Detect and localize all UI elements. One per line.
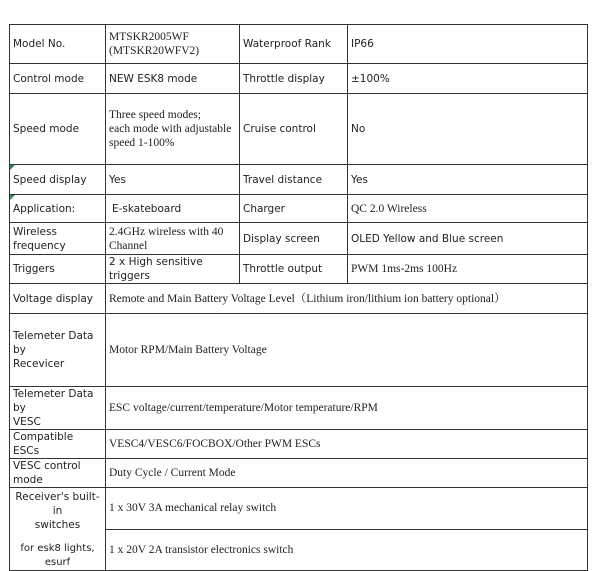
value-wireless-line1: 2.4GHz wireless with 40: [109, 225, 224, 238]
label-switches-line2: switches: [34, 519, 81, 531]
row-wireless: [10, 223, 588, 255]
row-voltage: [10, 284, 588, 314]
label-speed-mode: Speed mode: [10, 94, 106, 165]
value-speed-mode-line2: each mode with adjustable: [109, 123, 232, 135]
label-control: Control mode: [10, 64, 106, 94]
row-model: [10, 25, 588, 64]
value-triggers: 2 x High sensitive triggers: [106, 255, 240, 284]
label-application: Application:: [10, 195, 106, 223]
row-speed-mode: [10, 94, 588, 165]
label-telemeter-receiver: [10, 314, 106, 387]
row-telemeter-vesc: [10, 387, 588, 430]
row-control: [10, 64, 588, 94]
value-speed-display: Yes: [106, 165, 240, 195]
value-display-screen: OLED Yellow and Blue screen: [348, 223, 588, 255]
label-model: Model No.: [10, 25, 106, 64]
label-waterproof: Waterproof Rank: [240, 25, 348, 64]
value-wireless-line2: Channel: [109, 239, 148, 252]
value-wireless: [106, 223, 240, 255]
label-display-screen: Display screen: [240, 223, 348, 255]
label-wireless: Wireless frequency: [10, 223, 106, 255]
value-vesc-control: Duty Cycle / Current Mode: [106, 459, 588, 488]
label-cruise: Cruise control: [240, 94, 348, 165]
value-application: E-skateboard: [106, 195, 240, 223]
value-control: NEW ESK8 mode: [106, 64, 240, 94]
value-speed-mode-line3: speed 1-100%: [109, 137, 175, 149]
value-speed-mode-line1: Three speed modes;: [109, 109, 201, 121]
row-triggers: [10, 255, 588, 284]
label-throttle-output: Throttle output: [240, 255, 348, 284]
value-model: [106, 25, 240, 64]
label-telemeter-receiver-line1: Telemeter Data by: [13, 330, 94, 356]
label-telemeter-vesc: [10, 387, 106, 430]
label-speed-display: Speed display: [10, 165, 106, 195]
value-travel-distance: Yes: [348, 165, 588, 195]
label-compatible: Compatible ESCs: [10, 430, 106, 459]
value-compatible: VESC4/VESC6/FOCBOX/Other PWM ESCs: [106, 430, 588, 459]
value-speed-mode: [106, 94, 240, 165]
label-switches-line3: for esk8 lights, esurf: [20, 543, 95, 568]
label-switches-line1: Receiver's built-in: [15, 491, 100, 517]
row-telemeter-receiver: [10, 314, 588, 387]
label-throttle-display: Throttle display: [240, 64, 348, 94]
value-model-line1: MTSKR2005WF: [109, 31, 189, 43]
value-throttle-display: ±100%: [348, 64, 588, 94]
label-voltage: Voltage display: [10, 284, 106, 314]
row-switch-1: [10, 488, 588, 530]
value-throttle-output: PWM 1ms-2ms 100Hz: [348, 255, 588, 284]
label-charger: Charger: [240, 195, 348, 223]
row-application: [10, 195, 588, 223]
value-waterproof: IP66: [348, 25, 588, 64]
label-travel-distance: Travel distance: [240, 165, 348, 195]
row-compatible: [10, 430, 588, 459]
value-charger: QC 2.0 Wireless: [348, 195, 588, 223]
label-telemeter-vesc-line1: Telemeter Data by: [13, 388, 94, 414]
label-switches: [10, 488, 106, 571]
value-telemeter-receiver: Motor RPM/Main Battery Voltage: [106, 314, 588, 387]
label-vesc-control: VESC control mode: [10, 459, 106, 488]
value-telemeter-vesc: ESC voltage/current/temperature/Motor temperature/RPM: [106, 387, 588, 430]
value-switch-2: 1 x 20V 2A transistor electronics switch: [106, 529, 588, 571]
value-voltage: Remote and Main Battery Voltage Level（Lithium iron/lithium ion battery optional）: [106, 284, 588, 314]
label-telemeter-vesc-line2: VESC: [13, 416, 41, 428]
value-cruise: No: [348, 94, 588, 165]
row-speed-display: [10, 165, 588, 195]
label-telemeter-receiver-line2: Recevicer: [13, 358, 65, 370]
spec-table: [9, 24, 588, 571]
value-model-line2: (MTSKR20WFV2): [109, 45, 200, 57]
label-triggers: Triggers: [10, 255, 106, 284]
value-switch-1: 1 x 30V 3A mechanical relay switch: [106, 488, 588, 530]
row-vesc-control: [10, 459, 588, 488]
